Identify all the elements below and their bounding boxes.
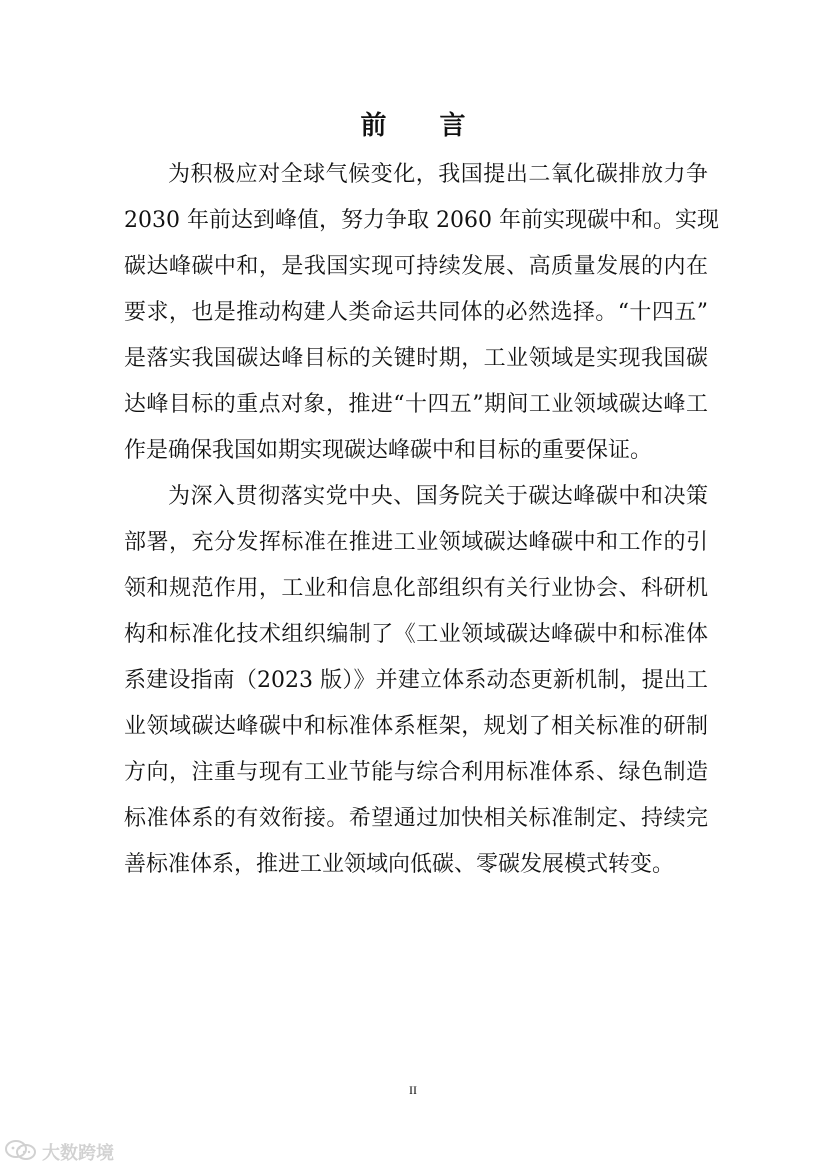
paragraph-line: 方向，注重与现有工业节能与综合利用标准体系、绿色制造 <box>124 760 708 785</box>
paragraph-line: 碳达峰碳中和，是我国实现可持续发展、高质量发展的内在 <box>124 254 708 279</box>
watermark <box>4 1138 114 1166</box>
paragraph-line: 部署，充分发挥标准在推进工业领域碳达峰碳中和工作的引 <box>124 530 708 555</box>
paragraph-line: 系建设指南（2023 版）》并建立体系动态更新机制，提出工 <box>124 668 708 693</box>
paragraph-line: 作是确保我国如期实现碳达峰碳中和目标的重要保证。 <box>124 438 653 463</box>
paragraph-line: 是落实我国碳达峰目标的关键时期，工业领域是实现我国碳 <box>124 346 708 371</box>
paragraph-line: 领和规范作用，工业和信息化部组织有关行业协会、科研机 <box>124 576 708 601</box>
paragraph-line: 为深入贯彻落实党中央、国务院关于碳达峰碳中和决策 <box>168 484 708 509</box>
body-text <box>124 152 719 888</box>
paragraph-2 <box>124 474 708 888</box>
watermark-text: 大数跨境 <box>42 1143 114 1163</box>
page-number: II <box>409 1083 417 1097</box>
paragraph-line: 2030 年前达到峰值，努力争取 2060 年前实现碳中和。实现 <box>124 208 719 233</box>
paragraph-line: 达峰目标的重点对象，推进“十四五”期间工业领域碳达峰工 <box>124 392 708 417</box>
paragraph-line: 业领域碳达峰碳中和标准体系框架，规划了相关标准的研制 <box>124 714 708 739</box>
paragraph-line: 标准体系的有效衔接。希望通过加快相关标准制定、持续完 <box>124 806 708 831</box>
paragraph-line: 善标准体系，推进工业领域向低碳、零碳发展模式转变。 <box>124 852 675 877</box>
paragraph-line: 要求，也是推动构建人类命运共同体的必然选择。“十四五” <box>124 300 708 325</box>
page-title: 前 言 <box>360 111 488 141</box>
wechat-logo-icon <box>4 1139 38 1166</box>
paragraph-line: 为积极应对全球气候变化，我国提出二氧化碳排放力争 <box>168 162 708 187</box>
paragraph-1 <box>124 152 719 474</box>
paragraph-line: 构和标准化技术组织编制了《工业领域碳达峰碳中和标准体 <box>124 622 708 647</box>
